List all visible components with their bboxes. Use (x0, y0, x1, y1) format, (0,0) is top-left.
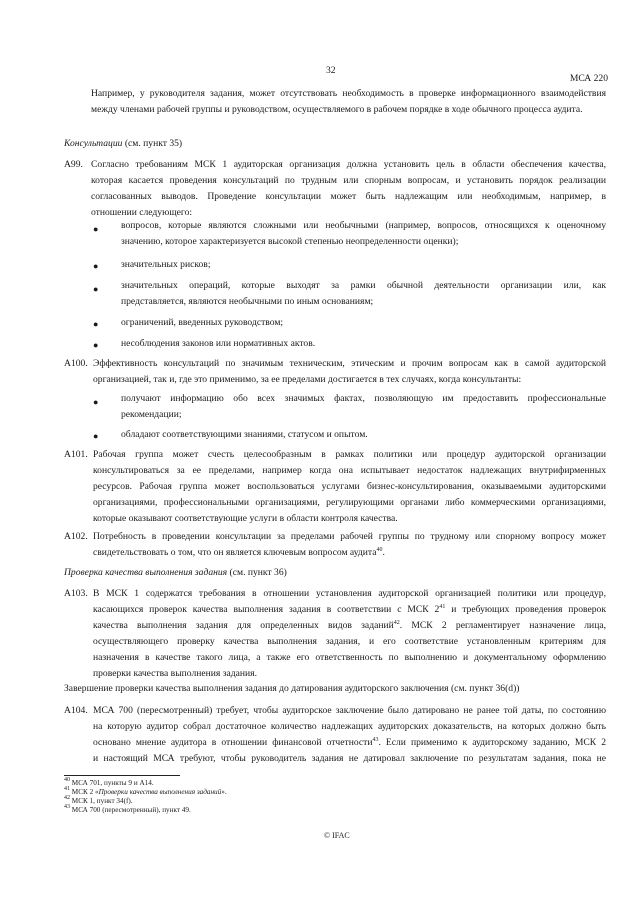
footnote-number: 40 (64, 777, 70, 783)
heading-consultations (64, 136, 182, 152)
footnote-text: МСА 700 (пересмотренный), пункт 49. (71, 806, 191, 814)
standard-code: МСА 220 (569, 73, 608, 84)
para-a99-line-2: которая касается проведения консультаций по трудным или спорным вопросам, и установить порядок реализации (91, 175, 606, 186)
para-a103-line-1: В МСК 1 содержатся требования в отношении установления аудиторской организацией политики или процедур, (93, 588, 606, 599)
para-a102-number: A102. (64, 531, 88, 542)
a99-bullet-2: значительных рисков; (121, 259, 211, 270)
para-a104-line-3 (93, 735, 606, 751)
para-a104-line-4: и настоящий МСА требуют, чтобы руководитель задания не датировал заключение по результатам задания, пока не (93, 753, 606, 764)
footnote-40 (64, 779, 154, 788)
footnote-ref-42: 42 (393, 620, 400, 626)
heading-quality-review-italic: Проверка качества выполнения задания (64, 567, 228, 578)
footnote-text: МСК 1, пункт 34(f). (71, 797, 133, 805)
para-a103-line-6: проверки качества выполнения задания. (93, 668, 257, 679)
para-a102-line-2-text: свидетельствовать о том, что он является ключевым вопросом аудита (93, 547, 377, 558)
page-number: 32 (326, 65, 336, 76)
para-a102-line-2-end: . (382, 547, 385, 558)
para-a103-line-2a: касающихся проверок качества выполнения задания в соответствии с МСК 2 (93, 604, 440, 615)
a99-bullet-3-line-2: представляется, являются необычными по иным основаниям; (121, 296, 374, 307)
a99-bullet-4: ограничений, введенных руководством; (121, 317, 284, 328)
footnote-42 (64, 797, 133, 806)
para-a104-line-2: на которую аудитор собрал достаточное количество надлежащих аудиторских доказательств, на которых должно быть (93, 721, 606, 732)
bullet-icon: ● (93, 284, 99, 294)
para-a101-line-1: Рабочая группа может счесть целесообразным в рамках политики или процедур аудиторской организации (93, 449, 606, 460)
copyright-footer: © IFAC (324, 831, 350, 840)
a99-bullet-3-line-1: значительных операций, которые выходят за рамки обычной деятельности организации или, как (121, 280, 606, 291)
para-a103-number: A103. (64, 588, 88, 599)
footnote-ref-40: 40 (376, 547, 383, 553)
para-a103-line-3a: качества выполнения задания для определенных видов заданий (93, 620, 394, 631)
para-a104-line-3a: основано мнение аудитора в отношении финансовой отчетности (93, 737, 373, 748)
a100-bullet-2: обладают соответствующими знаниями, статусом и опытом. (121, 429, 368, 440)
a100-bullet-1-line-1: получают информацию обо всех значимых фактах, позволяющую им предоставить профессиональные (121, 393, 606, 404)
para-a104-line-3b: . Если применимо к аудиторскому заданию, МСК 2 (378, 737, 606, 748)
para-a102-line-2 (93, 545, 606, 561)
para-a104-number: A104. (64, 705, 88, 716)
para-a103-line-2b: и требующих проведения проверок (445, 604, 606, 615)
para-a103-line-5: назначения в качестве такого лица, а также его ответственность по выполнению и документальному оформлению (93, 652, 606, 663)
heading-consultations-italic: Консультации (64, 138, 123, 149)
bullet-icon: ● (93, 319, 99, 329)
para-a101-number: A101. (64, 449, 88, 460)
para-a99-line-3: согласованных выводов. Проведение консультации может быть надлежащим или необходимым, например, в (91, 191, 606, 202)
a99-bullet-5: несоблюдения законов или нормативных актов. (121, 338, 316, 349)
intro-line-1: Например, у руководителя задания, может отсутствовать необходимость в проверке информационного взаимодействия (91, 88, 606, 99)
footnote-suffix: ». (221, 788, 227, 796)
para-a101-line-5: которые оказывают соответствующие услуги в области контроля качества. (93, 513, 398, 524)
footnote-number: 42 (64, 795, 70, 801)
para-a103-line-3 (93, 618, 606, 634)
para-a103-line-3b: . МСК 2 регламентирует назначение лица, (399, 620, 606, 631)
footnote-italic-title: Проверки качества выполнения заданий (98, 788, 222, 796)
para-a100-line-2: организацией, так и, где это применимо, за ее пределами достигается в тех случаях, когда консультанты: (93, 374, 522, 385)
bullet-icon: ● (93, 397, 99, 407)
a99-bullet-1-line-2: значению, которое характеризуется высокой степенью неопределенности оценки); (121, 236, 459, 247)
para-a99-line-1: Согласно требованиям МСК 1 аудиторская организация должна установить цель в области обеспечения качества, (91, 159, 606, 170)
a100-bullet-1-line-2: рекомендации; (121, 409, 182, 420)
footnote-divider (64, 775, 180, 776)
footnote-prefix: МСК 2 « (71, 788, 99, 796)
footnote-41 (64, 788, 227, 797)
completion-heading: Завершение проверки качества выполнения задания до датирования аудиторского заключения (см. пункт 36(d)) (64, 683, 520, 694)
heading-quality-review (64, 565, 287, 581)
para-a100-line-1: Эффективность консультаций по значимым техническим, этическим и прочим вопросам как в самой аудиторской (93, 358, 606, 369)
footnote-43 (64, 806, 191, 815)
bullet-icon: ● (93, 340, 99, 350)
para-a99-line-4: отношении следующего: (91, 207, 193, 218)
intro-line-2: между членами рабочей группы и руководством, осуществляемого в рабочем порядке в ходе обычного процесса аудита. (91, 104, 583, 115)
para-a104-line-1: МСА 700 (пересмотренный) требует, чтобы аудиторское заключение было датировано не ранее той даты, по состоянию (93, 705, 606, 716)
heading-consultations-ref: (см. пункт 35) (122, 138, 183, 149)
bullet-icon: ● (93, 224, 99, 234)
bullet-icon: ● (93, 261, 99, 271)
para-a99-number: A99. (64, 159, 83, 170)
bullet-icon: ● (93, 431, 99, 441)
para-a101-line-2: консультироваться за ее пределами, например когда она испытывает недостаток надлежащих внутрифирменных (93, 465, 606, 476)
footnote-number: 41 (64, 786, 70, 792)
footnote-number: 43 (64, 804, 70, 810)
para-a101-line-3: ресурсов. Рабочая группа может воспользоваться услугами бизнес-консультирования, оказываемыми аудиторскими (93, 481, 606, 492)
para-a101-line-4: организациями, профессиональными организациями, регулирующими органами либо коммерческими организациями, (93, 497, 606, 508)
para-a103-line-4: осуществляющего проверку качества выполнения задания, и его соответствие установленным критериям для (93, 636, 606, 647)
footnote-ref-41: 41 (439, 604, 446, 610)
footnote-text: МСА 701, пункты 9 и A14. (71, 779, 154, 787)
footnote-ref-43: 43 (372, 737, 379, 743)
a99-bullet-1-line-1: вопросов, которые являются сложными или необычными (например, вопросов, относящихся к оценочному (121, 220, 606, 231)
heading-quality-review-ref: (см. пункт 36) (227, 567, 287, 578)
para-a102-line-1: Потребность в проведении консультации за пределами рабочей группы по трудному или спорному вопросу может (93, 531, 606, 542)
para-a103-line-2 (93, 602, 606, 618)
para-a100-number: A100. (64, 358, 88, 369)
